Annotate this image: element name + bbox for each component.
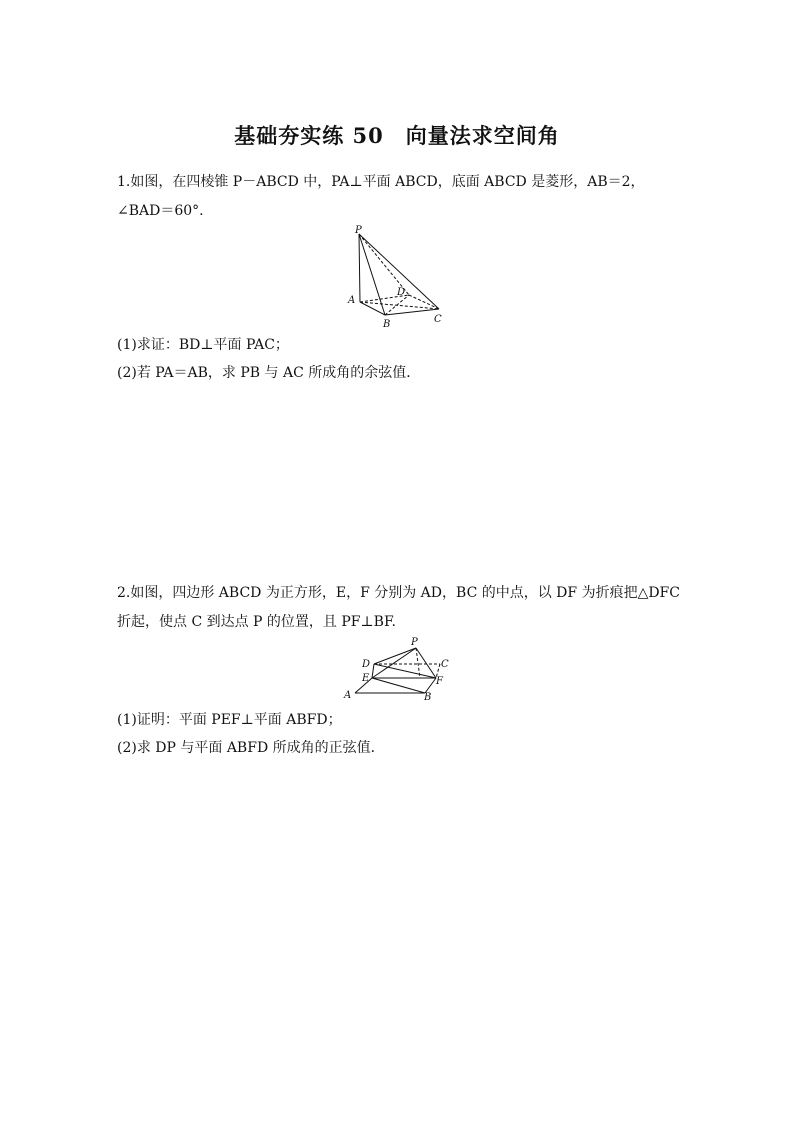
label-P: P — [355, 225, 362, 236]
problem-1-stem: 1.如图，在四棱锥 P－ABCD 中，PA⊥平面 ABCD，底面 ABCD 是菱形，AB＝2，∠BAD＝60°. — [117, 174, 645, 219]
problem-1-question-1: (1)求证：BD⊥平面 PAC； — [117, 337, 289, 353]
problem-2-question-2: (2)求 DP 与平面 ABFD 所成角的正弦值． — [117, 740, 385, 756]
label-D: D — [362, 659, 371, 670]
label-C: C — [441, 659, 449, 670]
problem-2-stem: 2.如图，四边形 ABCD 为正方形，E，F 分别为 AD，BC 的中点，以 DF 为折痕把△DFC 折起，使点 C 到达点 P 的位置，且 PF⊥BF. — [117, 585, 680, 630]
label-F: F — [436, 676, 443, 687]
label-A: A — [348, 295, 356, 306]
label-A: A — [344, 690, 352, 701]
folded-square-figure — [340, 634, 455, 704]
page-title: 基础夯实练 50 向量法求空间角 — [234, 123, 560, 148]
label-D: D — [397, 287, 406, 298]
pyramid-figure — [343, 222, 453, 330]
problem-1-question-2: (2)若 PA＝AB，求 PB 与 AC 所成角的余弦值． — [117, 365, 421, 381]
problem-2-question-1: (1)证明：平面 PEF⊥平面 ABFD； — [117, 712, 342, 728]
label-B: B — [424, 692, 432, 703]
label-P: P — [411, 637, 418, 648]
label-B: B — [383, 319, 391, 330]
label-E: E — [362, 673, 370, 684]
label-C: C — [434, 314, 442, 325]
